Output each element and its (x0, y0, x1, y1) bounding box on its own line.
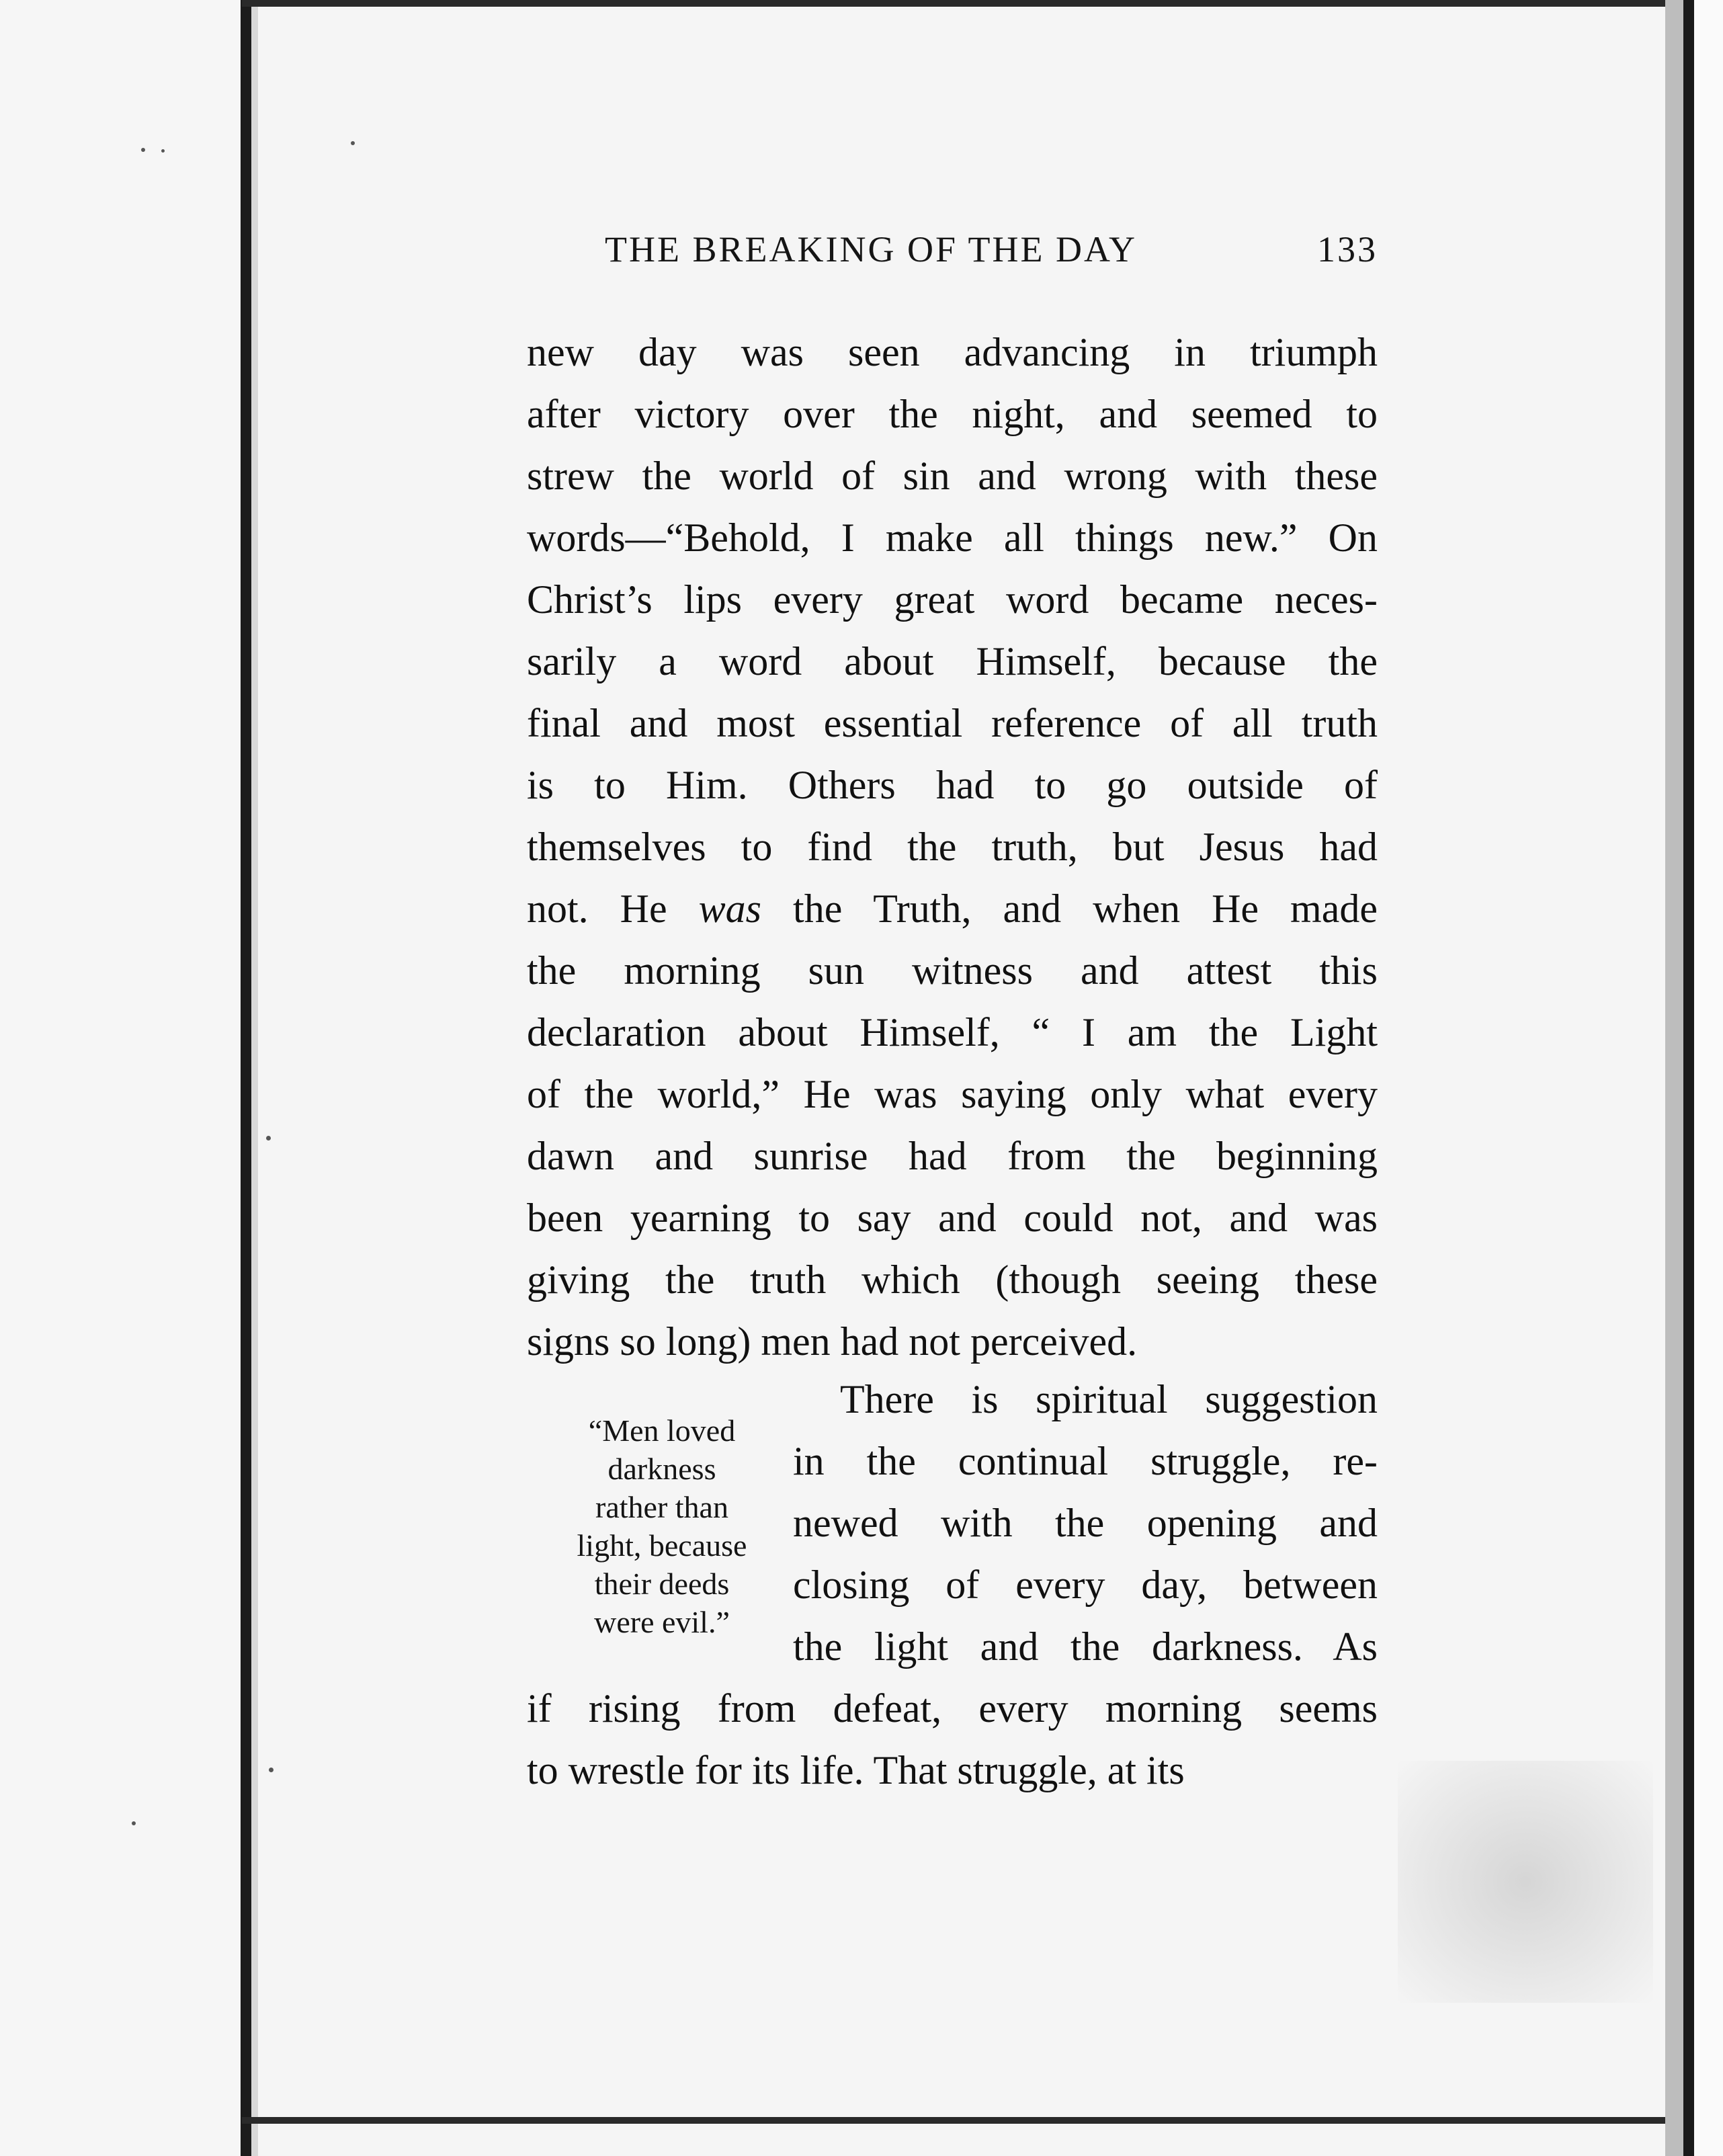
body-line: the light and the darkness. As (793, 1624, 1378, 1669)
body-line: not. He was the Truth, and when He made (527, 886, 1378, 931)
body-line: been yearning to say and could not, and was (527, 1196, 1378, 1240)
page-top-edge (242, 0, 1687, 7)
body-line: after victory over the night, and seemed to (527, 392, 1378, 436)
body-line: giving the truth which (though seeing these (527, 1257, 1378, 1302)
margin-note-line: darkness (607, 1452, 716, 1486)
margin-note (551, 1411, 773, 1641)
body-line: sarily a word about Himself, because the (527, 639, 1378, 683)
ink-speck (269, 1768, 274, 1772)
body-line: is to Him. Others had to go outside of (527, 763, 1378, 807)
ink-speck (161, 149, 165, 153)
body-line: signs so long) men had not perceived. (527, 1319, 1138, 1364)
gutter-shadow (251, 0, 258, 2156)
body-line: declaration about Himself, “ I am the Light (527, 1010, 1378, 1054)
margin-note-line: rather than (595, 1490, 728, 1524)
margin-note-line: “Men loved (588, 1413, 736, 1448)
running-title: THE BREAKING OF THE DAY (605, 229, 1138, 270)
ink-speck (141, 148, 145, 152)
margin-note-line: light, because (577, 1528, 747, 1563)
body-line: closing of every day, between (793, 1563, 1378, 1607)
body-line: to wrestle for its life. That struggle, at its (527, 1748, 1185, 1792)
body-line: strew the world of sin and wrong with these (527, 454, 1378, 498)
page-edge-shadow (1665, 0, 1683, 2156)
body-line: new day was seen advancing in triumph (527, 330, 1378, 374)
body-line: of the world,” He was saying only what every (527, 1072, 1378, 1116)
body-line: newed with the opening and (793, 1501, 1378, 1545)
body-line: Christ’s lips every great word became neces- (527, 577, 1378, 622)
paper-stain (1398, 1761, 1653, 2003)
body-line: if rising from defeat, every morning seems (527, 1686, 1378, 1731)
page-right-edge (1683, 0, 1694, 2156)
page-bottom-edge (242, 2117, 1687, 2124)
ink-speck (132, 1821, 136, 1825)
book-gutter (241, 0, 251, 2156)
margin-note-line: their deeds (594, 1567, 730, 1601)
scan-margin (1694, 0, 1723, 2156)
body-line: dawn and sunrise had from the beginning (527, 1134, 1378, 1178)
body-line: There is spiritual suggestion (840, 1377, 1378, 1421)
body-line: words—“Behold, I make all things new.” On (527, 515, 1378, 560)
emphasized-word: was (698, 886, 762, 931)
ink-speck (351, 141, 355, 145)
running-head (605, 229, 1378, 282)
margin-note-line: were evil.” (594, 1605, 730, 1639)
page-number: 133 (1317, 229, 1378, 270)
facing-page-blank (0, 0, 242, 2156)
ink-speck (266, 1136, 271, 1141)
body-line: the morning sun witness and attest this (527, 948, 1378, 993)
body-line: final and most essential reference of all truth (527, 701, 1378, 745)
body-line: in the continual struggle, re- (793, 1439, 1378, 1483)
body-line: themselves to find the truth, but Jesus had (527, 825, 1378, 869)
